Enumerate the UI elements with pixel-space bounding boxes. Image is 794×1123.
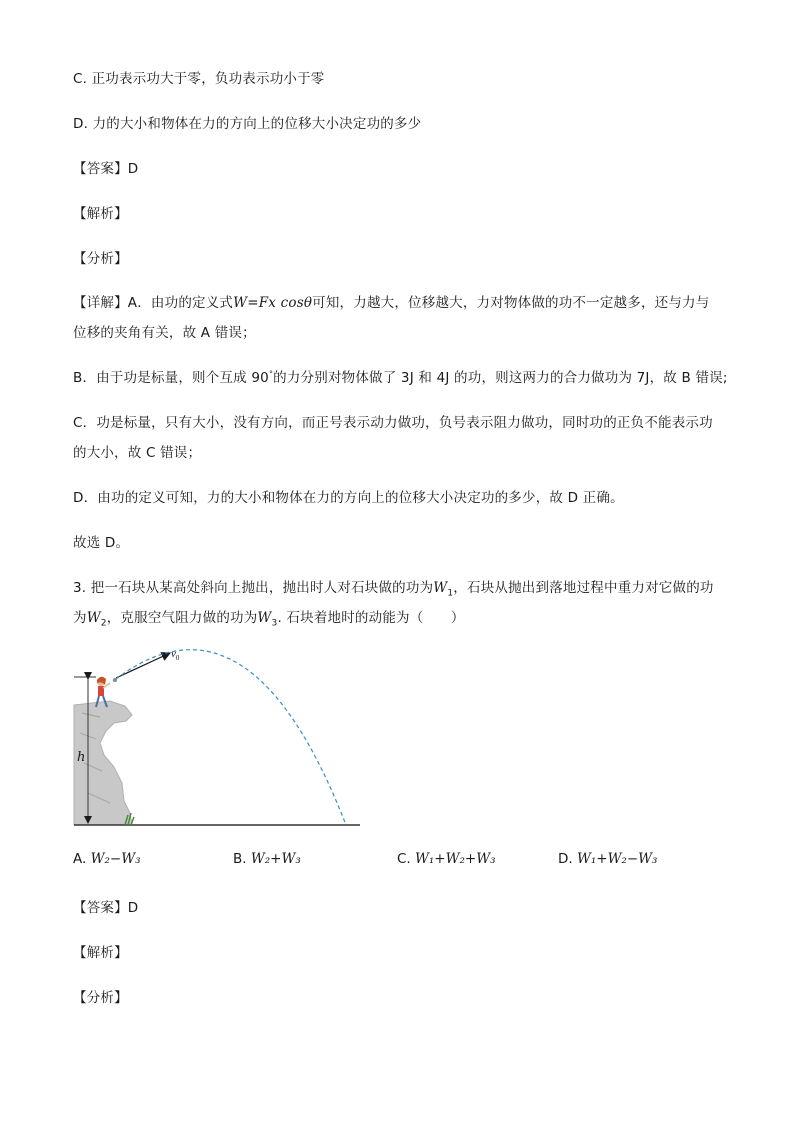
q3-l2-middle: ，克服空气阻力做的功为 [106, 610, 258, 626]
option-c-expr: W₁+W₂+W₃ [415, 851, 496, 867]
detail-c-line-1: C．功是标量，只有大小，没有方向，而正号表示动力做功，负号表示阻力做功，同时功的正负不能表示功 [73, 415, 713, 431]
option-d-text: D. 力的大小和物体在力的方向上的位移大小决定功的多少 [73, 116, 422, 132]
option-c-label: C. [397, 851, 411, 867]
work-formula: W=Fx cosθ [233, 295, 313, 311]
detail-a-suffix: 可知，力越大，位移越大，力对物体做的功不一定越多，还与力与 [312, 295, 710, 311]
detail-c-line-2: 的大小，故 C 错误； [73, 445, 202, 461]
detail-a-prefix: 【详解】A．由功的定义式 [73, 295, 234, 311]
detail-b-line [73, 366, 728, 386]
trajectory-curve [116, 650, 346, 825]
sub-2: 2 [100, 618, 107, 629]
height-label: h [77, 750, 86, 765]
option-d-expr: W₁+W₂−W₃ [576, 851, 658, 867]
sub-1: 1 [447, 588, 454, 599]
q3-suffix: ，石块从抛出到落地过程中重力对它做的功 [453, 580, 714, 596]
option-d-label: D. [558, 851, 573, 867]
analysis-heading-2: 【解析】 [73, 945, 128, 961]
option-c-text: C. 正功表示功大于零，负功表示功小于零 [73, 71, 325, 87]
q3-l2-prefix: 为 [73, 610, 87, 626]
option-b [233, 851, 301, 867]
detail-a-line-2: 位移的夹角有关，故 A 错误； [73, 325, 256, 341]
option-d [558, 851, 657, 867]
symbol-w3: W [257, 610, 272, 626]
detail-d-line: D．由功的定义可知，力的大小和物体在力的方向上的位移大小决定功的多少，故 D 正确。 [73, 490, 624, 506]
q3-l2-suffix: . 石块着地时的动能为（ ） [277, 610, 465, 626]
option-a-expr: W₂−W₃ [90, 851, 141, 867]
fenxi-heading-2: 【分析】 [73, 990, 128, 1006]
detail-b-prefix: B．由于功是标量，则个互成 90 [73, 370, 269, 386]
detail-b-suffix: 的力分别对物体做了 3J 和 4J 的功，则这两力的合力做功为 7J，故 B 错误; [273, 370, 728, 386]
degree-sign: ° [268, 369, 274, 379]
velocity-arrow [116, 653, 170, 678]
option-b-label: B. [233, 851, 247, 867]
velocity-label: $v_0$ [171, 648, 180, 662]
option-a-label: A. [73, 851, 87, 867]
question-3-line-2 [73, 606, 465, 629]
projectile-diagram [70, 643, 370, 835]
option-b-expr: W₂+W₃ [250, 851, 301, 867]
sub-3: 3 [271, 618, 278, 629]
conclusion: 故选 D。 [73, 535, 130, 551]
q3-prefix: 3. 把一石块从某高处斜向上抛出，抛出时人对石块做的功为 [73, 580, 434, 596]
fenxi-heading-1: 【分析】 [73, 251, 128, 267]
answer-1: 【答案】D [73, 161, 139, 177]
analysis-heading-1: 【解析】 [73, 206, 128, 222]
detail-a-line-1 [73, 291, 709, 311]
symbol-w1: W [433, 580, 448, 596]
answer-2: 【答案】D [73, 900, 139, 916]
symbol-w2: W [86, 610, 101, 626]
option-c [397, 851, 496, 867]
question-3-line-1 [73, 576, 714, 599]
option-a [73, 851, 140, 867]
